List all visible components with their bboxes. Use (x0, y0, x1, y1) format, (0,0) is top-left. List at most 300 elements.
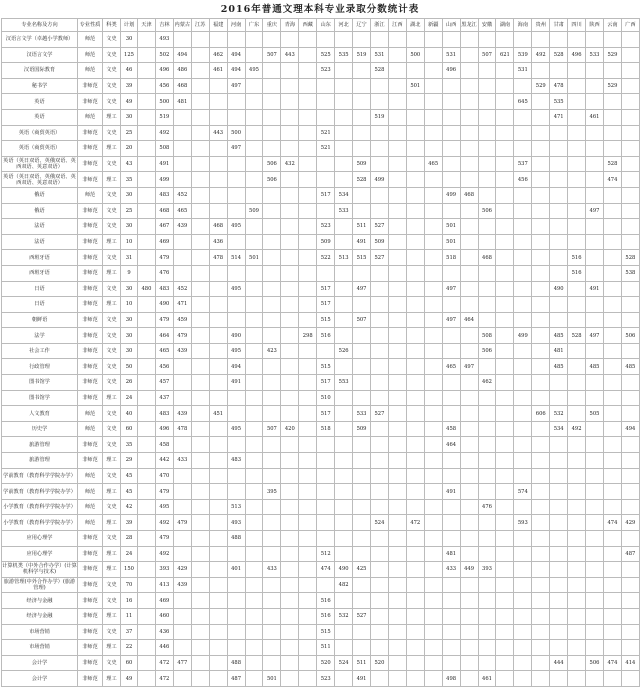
score-cell (263, 281, 281, 297)
score-cell: 理工 (103, 453, 121, 469)
score-cell (424, 608, 442, 624)
score-cell (442, 297, 460, 313)
score-cell: 非师范 (78, 219, 103, 235)
score-cell: 35 (121, 172, 138, 188)
score-cell (442, 453, 460, 469)
score-cell: 527 (353, 608, 371, 624)
score-cell (191, 172, 209, 188)
score-cell (138, 624, 156, 640)
score-cell: 528 (550, 47, 568, 63)
score-cell (138, 63, 156, 79)
score-cell (281, 297, 299, 313)
score-cell (370, 94, 388, 110)
table-row (2, 281, 640, 297)
score-cell (281, 593, 299, 609)
score-cell: 521 (317, 141, 335, 157)
score-cell (568, 468, 586, 484)
score-cell (209, 32, 227, 48)
score-cell (335, 499, 353, 515)
score-cell (460, 484, 478, 500)
score-cell: 501 (442, 219, 460, 235)
score-cell (514, 421, 532, 437)
score-cell (550, 265, 568, 281)
score-cell (406, 593, 424, 609)
score-cell (496, 156, 514, 172)
score-cell: 528 (568, 328, 586, 344)
table-row (2, 297, 640, 313)
score-cell (603, 250, 621, 266)
score-cell (496, 109, 514, 125)
score-cell (442, 499, 460, 515)
score-cell (514, 297, 532, 313)
score-cell: 125 (121, 47, 138, 63)
score-cell (550, 312, 568, 328)
score-cell (532, 172, 550, 188)
score-cell: 39 (121, 515, 138, 531)
score-cell (335, 94, 353, 110)
major-name-cell: 应用心理学 (2, 546, 78, 562)
major-name-cell: 法语 (2, 234, 78, 250)
score-cell (532, 390, 550, 406)
score-cell (281, 172, 299, 188)
score-cell (245, 468, 263, 484)
score-cell: 472 (155, 671, 173, 687)
score-cell: 理工 (103, 172, 121, 188)
table-row (2, 406, 640, 422)
score-cell (388, 515, 406, 531)
score-cell (621, 406, 639, 422)
major-name-cell: 英语 (2, 109, 78, 125)
score-cell (191, 328, 209, 344)
score-cell (514, 141, 532, 157)
score-cell (388, 63, 406, 79)
score-cell: 474 (603, 515, 621, 531)
score-cell (388, 390, 406, 406)
score-cell (603, 234, 621, 250)
score-cell: 511 (353, 655, 371, 671)
score-cell (424, 421, 442, 437)
score-cell (406, 499, 424, 515)
score-cell (317, 109, 335, 125)
score-cell (568, 281, 586, 297)
score-cell (191, 577, 209, 593)
score-cell (442, 390, 460, 406)
score-cell (173, 546, 191, 562)
score-cell (460, 499, 478, 515)
major-name-cell: 汉语言文学（卓越小学教师） (2, 32, 78, 48)
score-cell (281, 281, 299, 297)
score-cell: 文史 (103, 203, 121, 219)
score-cell (191, 406, 209, 422)
score-cell (245, 47, 263, 63)
score-cell (532, 484, 550, 500)
score-cell (370, 359, 388, 375)
score-cell (299, 63, 317, 79)
score-cell (532, 531, 550, 547)
score-cell (603, 531, 621, 547)
score-cell (227, 109, 245, 125)
score-cell (245, 531, 263, 547)
score-cell: 506 (478, 203, 496, 219)
score-cell (424, 219, 442, 235)
score-cell (406, 437, 424, 453)
score-cell: 506 (621, 328, 639, 344)
score-cell (245, 265, 263, 281)
score-cell (460, 671, 478, 687)
score-cell (281, 484, 299, 500)
score-cell: 非师范 (78, 203, 103, 219)
score-cell (603, 437, 621, 453)
score-cell (478, 593, 496, 609)
score-cell (209, 624, 227, 640)
score-cell (227, 265, 245, 281)
score-cell (496, 608, 514, 624)
score-cell (317, 94, 335, 110)
score-cell (532, 421, 550, 437)
score-cell (263, 94, 281, 110)
score-cell (317, 437, 335, 453)
score-cell (245, 343, 263, 359)
score-cell (299, 655, 317, 671)
score-cell: 459 (173, 312, 191, 328)
score-cell (514, 406, 532, 422)
score-cell (370, 375, 388, 391)
score-cell (586, 250, 604, 266)
score-cell (550, 671, 568, 687)
score-cell: 433 (173, 453, 191, 469)
score-cell: 文史 (103, 359, 121, 375)
score-cell: 非师范 (78, 328, 103, 344)
score-cell (299, 312, 317, 328)
score-cell (209, 390, 227, 406)
score-cell: 师范 (78, 187, 103, 203)
score-cell (281, 655, 299, 671)
score-cell (586, 32, 604, 48)
score-cell (388, 499, 406, 515)
table-row (2, 655, 640, 671)
score-cell: 491 (353, 671, 371, 687)
score-cell (460, 265, 478, 281)
score-cell (138, 531, 156, 547)
column-header: 青海 (281, 19, 299, 32)
score-cell (138, 297, 156, 313)
score-cell (568, 655, 586, 671)
score-cell (263, 125, 281, 141)
score-cell: 479 (173, 328, 191, 344)
score-cell (568, 172, 586, 188)
score-cell (335, 437, 353, 453)
score-cell: 524 (335, 655, 353, 671)
score-cell (496, 250, 514, 266)
column-header: 计划 (121, 19, 138, 32)
score-cell (245, 546, 263, 562)
score-cell (209, 655, 227, 671)
score-cell (621, 437, 639, 453)
score-cell (586, 577, 604, 593)
table-row (2, 78, 640, 94)
column-header: 河南 (227, 19, 245, 32)
score-cell (370, 265, 388, 281)
score-cell (299, 421, 317, 437)
score-cell (568, 390, 586, 406)
score-cell (191, 156, 209, 172)
score-cell (532, 141, 550, 157)
score-cell (460, 468, 478, 484)
score-cell (191, 109, 209, 125)
score-cell (406, 281, 424, 297)
score-cell (370, 468, 388, 484)
score-cell (532, 562, 550, 578)
score-cell (191, 187, 209, 203)
score-cell (317, 32, 335, 48)
score-cell (460, 125, 478, 141)
score-cell (550, 375, 568, 391)
score-cell (568, 63, 586, 79)
score-cell (370, 187, 388, 203)
score-cell: 非师范 (78, 172, 103, 188)
score-cell (442, 515, 460, 531)
table-row (2, 265, 640, 281)
score-cell (621, 577, 639, 593)
score-cell: 531 (514, 63, 532, 79)
score-cell (263, 63, 281, 79)
score-cell (532, 546, 550, 562)
score-cell (335, 468, 353, 484)
score-cell (209, 515, 227, 531)
score-cell (263, 406, 281, 422)
score-cell (173, 125, 191, 141)
score-cell (388, 234, 406, 250)
score-cell (191, 281, 209, 297)
score-cell: 507 (478, 47, 496, 63)
score-cell (442, 141, 460, 157)
score-cell (550, 453, 568, 469)
score-cell (514, 281, 532, 297)
column-header: 科类 (103, 19, 121, 32)
score-cell (621, 63, 639, 79)
score-cell (460, 375, 478, 391)
score-cell (406, 109, 424, 125)
score-cell: 478 (173, 421, 191, 437)
score-cell (370, 141, 388, 157)
score-cell (388, 437, 406, 453)
score-cell (550, 156, 568, 172)
score-cell (191, 141, 209, 157)
score-cell: 非师范 (78, 94, 103, 110)
score-cell (406, 577, 424, 593)
score-cell (550, 484, 568, 500)
score-cell (586, 78, 604, 94)
score-cell (263, 250, 281, 266)
score-cell: 494 (227, 63, 245, 79)
score-cell (424, 671, 442, 687)
score-cell (173, 499, 191, 515)
score-cell: 24 (121, 390, 138, 406)
score-cell (621, 390, 639, 406)
table-row (2, 94, 640, 110)
table-row (2, 375, 640, 391)
score-cell (424, 577, 442, 593)
score-cell (603, 468, 621, 484)
score-cell (568, 499, 586, 515)
score-cell: 非师范 (78, 234, 103, 250)
column-header: 新疆 (424, 19, 442, 32)
score-cell (353, 78, 371, 94)
score-cell (424, 328, 442, 344)
score-cell: 505 (586, 406, 604, 422)
score-cell (245, 109, 263, 125)
score-cell: 532 (550, 406, 568, 422)
score-cell (460, 515, 478, 531)
score-cell (424, 531, 442, 547)
score-cell (227, 297, 245, 313)
score-cell (424, 281, 442, 297)
major-name-cell: 市场营销 (2, 640, 78, 656)
score-cell (496, 437, 514, 453)
score-cell (281, 343, 299, 359)
score-cell (227, 156, 245, 172)
table-row (2, 390, 640, 406)
score-cell (550, 577, 568, 593)
score-cell (209, 359, 227, 375)
score-cell: 非师范 (78, 437, 103, 453)
score-cell: 497 (442, 312, 460, 328)
score-cell: 487 (621, 546, 639, 562)
score-cell: 22 (121, 640, 138, 656)
score-cell (191, 531, 209, 547)
score-cell (281, 359, 299, 375)
score-cell (478, 187, 496, 203)
score-cell (281, 312, 299, 328)
score-cell: 文史 (103, 219, 121, 235)
score-cell: 517 (317, 187, 335, 203)
score-cell: 446 (155, 640, 173, 656)
score-cell: 师范 (78, 468, 103, 484)
score-cell (227, 437, 245, 453)
score-cell (603, 141, 621, 157)
score-cell (299, 78, 317, 94)
score-cell (191, 624, 209, 640)
score-cell (496, 219, 514, 235)
score-cell (191, 546, 209, 562)
score-cell (209, 78, 227, 94)
score-cell (568, 484, 586, 500)
score-cell (406, 562, 424, 578)
score-cell (460, 281, 478, 297)
score-cell (245, 671, 263, 687)
score-cell: 432 (281, 156, 299, 172)
score-cell (227, 593, 245, 609)
score-cell (299, 624, 317, 640)
score-cell (586, 453, 604, 469)
score-cell: 456 (155, 359, 173, 375)
score-cell (335, 453, 353, 469)
score-cell (353, 203, 371, 219)
score-cell: 507 (263, 421, 281, 437)
score-cell (245, 281, 263, 297)
score-cell (514, 531, 532, 547)
score-cell (317, 499, 335, 515)
score-cell (335, 531, 353, 547)
score-cell: 文史 (103, 624, 121, 640)
score-cell: 文史 (103, 250, 121, 266)
score-cell (460, 343, 478, 359)
score-cell (424, 406, 442, 422)
score-cell (335, 156, 353, 172)
score-cell (603, 328, 621, 344)
score-cell (191, 437, 209, 453)
score-cell (406, 32, 424, 48)
score-cell: 文史 (103, 406, 121, 422)
score-cell: 465 (155, 343, 173, 359)
score-cell (406, 250, 424, 266)
column-header: 吉林 (155, 19, 173, 32)
score-cell (460, 109, 478, 125)
score-cell (621, 78, 639, 94)
score-cell (335, 63, 353, 79)
score-cell (388, 328, 406, 344)
score-cell (209, 281, 227, 297)
score-cell (353, 546, 371, 562)
score-cell: 文史 (103, 63, 121, 79)
score-cell (514, 593, 532, 609)
score-cell (263, 593, 281, 609)
score-cell: 490 (227, 328, 245, 344)
score-cell: 508 (478, 328, 496, 344)
score-cell (496, 453, 514, 469)
table-row (2, 203, 640, 219)
score-cell (621, 624, 639, 640)
score-cell (281, 390, 299, 406)
score-cell: 非师范 (78, 390, 103, 406)
score-cell (370, 531, 388, 547)
score-cell (603, 406, 621, 422)
score-cell (424, 265, 442, 281)
score-cell (173, 250, 191, 266)
score-cell (138, 546, 156, 562)
score-cell (496, 375, 514, 391)
major-name-cell: 经济与金融 (2, 593, 78, 609)
score-cell: 501 (442, 234, 460, 250)
score-cell (209, 343, 227, 359)
score-cell (496, 421, 514, 437)
score-cell (335, 312, 353, 328)
score-cell: 442 (155, 453, 173, 469)
score-cell (281, 187, 299, 203)
score-cell (191, 47, 209, 63)
score-cell: 文史 (103, 468, 121, 484)
score-cell (550, 499, 568, 515)
score-cell (191, 655, 209, 671)
score-cell (353, 437, 371, 453)
score-cell: 506 (263, 172, 281, 188)
score-cell (603, 671, 621, 687)
score-cell: 理工 (103, 515, 121, 531)
score-cell (496, 297, 514, 313)
score-cell: 465 (424, 156, 442, 172)
score-cell (532, 375, 550, 391)
major-name-cell: 应用心理学 (2, 531, 78, 547)
score-cell (406, 343, 424, 359)
score-cell (317, 265, 335, 281)
score-cell (245, 577, 263, 593)
score-cell (388, 531, 406, 547)
score-cell (138, 125, 156, 141)
score-cell (173, 141, 191, 157)
score-cell (496, 187, 514, 203)
score-cell (424, 47, 442, 63)
score-cell (281, 608, 299, 624)
